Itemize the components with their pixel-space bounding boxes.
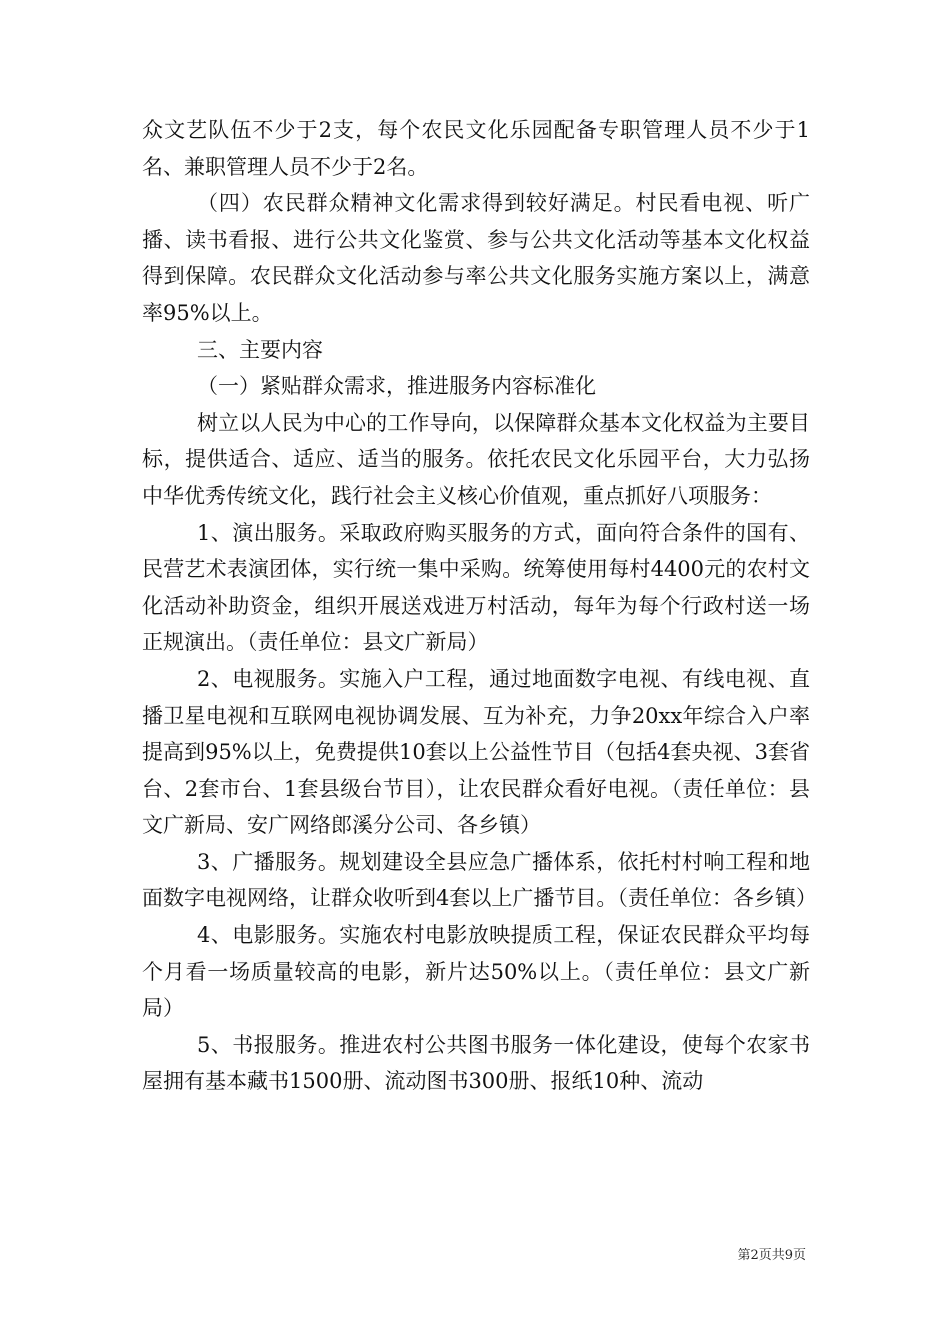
paragraph-section-four: （四）农民群众精神文化需求得到较好满足。村民看电视、听广播、读书看报、进行公共文化鉴赏、参与公共文化活动等基本文化权益得到保障。农民群众文化活动参与率公共文化服务实施方案以上，满意率95%以上。 [142,191,810,325]
paragraph-tv-service: 2、电视服务。实施入户工程，通过地面数字电视、有线电视、直播卫星电视和互联网电视协调发展、互为补充，力争20xx年综合入户率提高到95%以上，免费提供10套以上公益性节目（包括4套央视、3套省台、2套市台、1套县级台节目），让农民群众看好电视。（责任单位：县文广新局、安广网络郎溪分公司、各乡镇） [142,666,810,838]
paragraph-film-service: 4、电影服务。实施农村电影放映提质工程，保证农民群众平均每个月看一场质量较高的电影，新片达50%以上。（责任单位：县文广新局） [142,923,810,1021]
subsection-heading-one: （一）紧贴群众需求，推进服务内容标准化 [197,374,596,399]
document-body [142,112,817,1100]
section-heading-main-content: 三、主要内容 [197,337,323,362]
paragraph-books-service: 5、书报服务。推进农村公共图书服务一体化建设，使每个农家书屋拥有基本藏书1500册、流动图书300册、报纸10种、流动 [142,1032,810,1094]
page-number-footer: 第2页共9页 [737,1248,806,1263]
paragraph-radio-service: 3、广播服务。规划建设全县应急广播体系，依托村村响工程和地面数字电视网络，让群众收听到4套以上广播节目。（责任单位：各乡镇） [142,849,817,911]
paragraph-performance-service: 1、演出服务。采取政府购买服务的方式，面向符合条件的国有、民营艺术表演团体，实行统一集中采购。统筹使用每村4400元的农村文化活动补助资金，组织开展送戏进万村活动，每年为每个行政村送一场正规演出。（责任单位：县文广新局） [142,520,810,655]
paragraph-continuation: 众文艺队伍不少于2支，每个农民文化乐园配备专职管理人员不少于1名、兼职管理人员不少于2名。 [142,118,810,179]
paragraph-orientation: 树立以人民为中心的工作导向，以保障群众基本文化权益为主要目标，提供适合、适应、适当的服务。依托农民文化乐园平台，大力弘扬中华优秀传统文化，践行社会主义核心价值观，重点抓好八项服务： [142,410,810,508]
